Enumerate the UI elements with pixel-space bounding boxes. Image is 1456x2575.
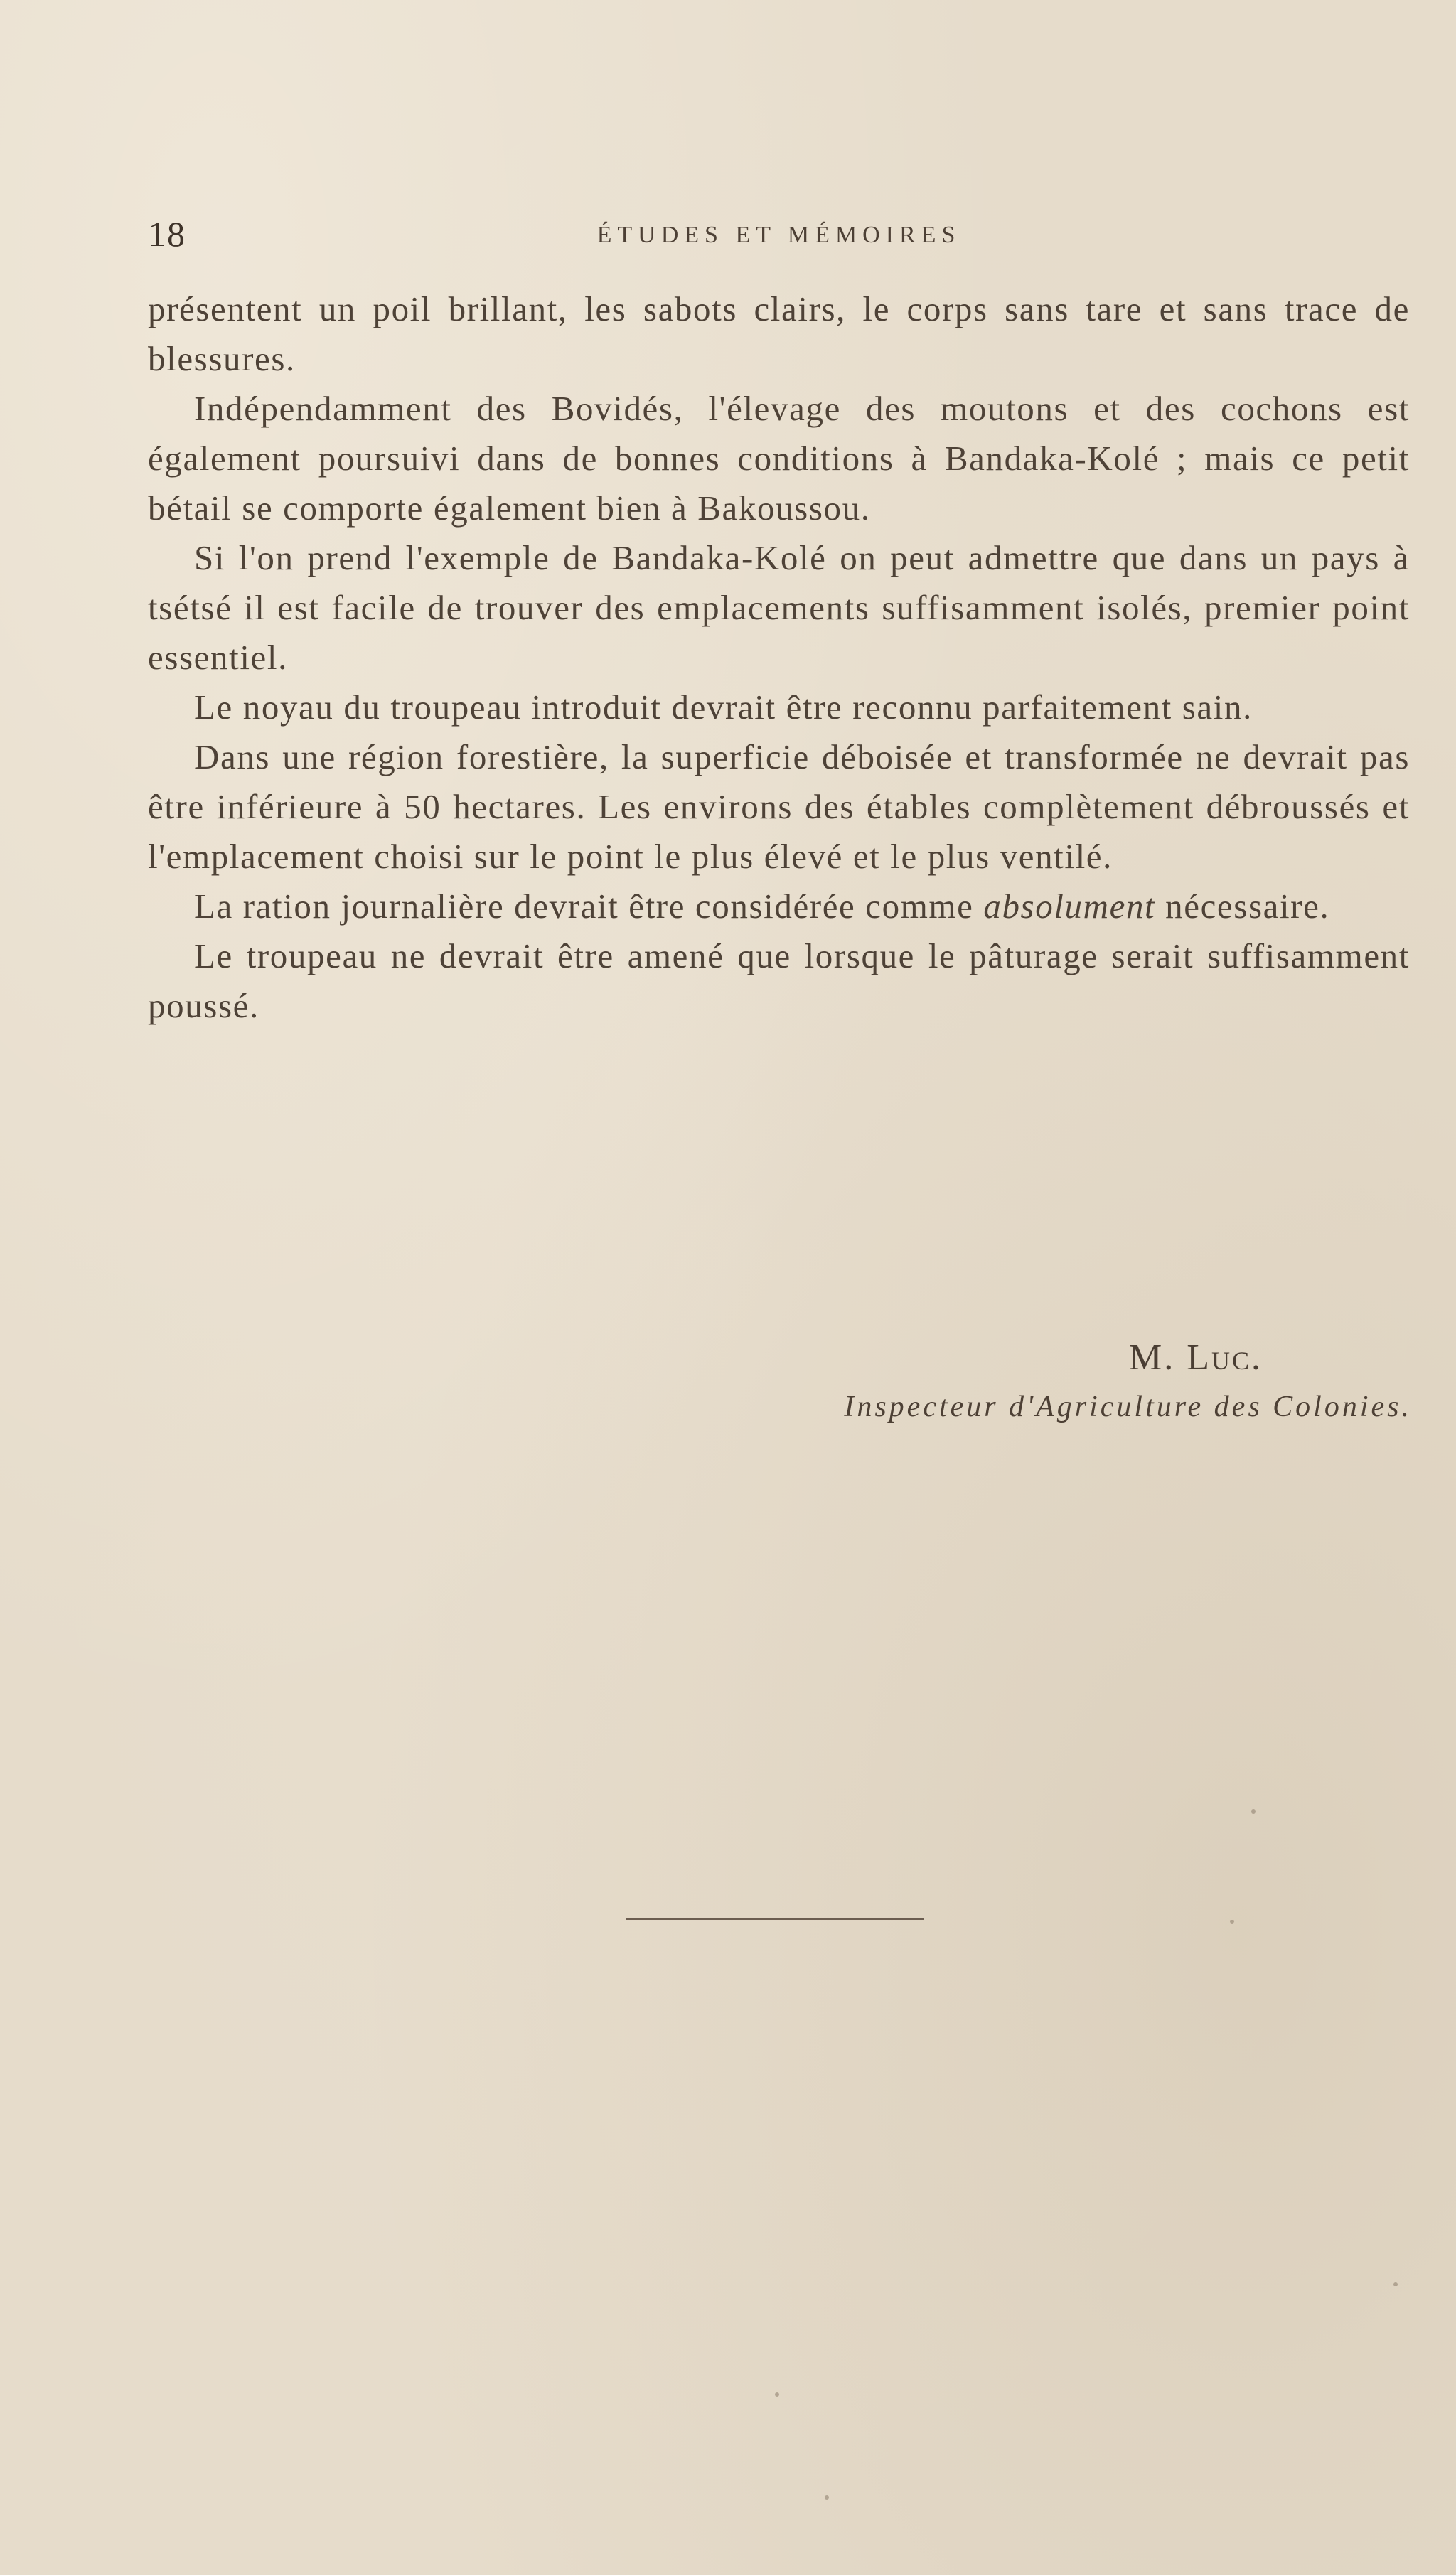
paragraph-isolation: Si l'on prend l'exemple de Bandaka-Kolé on peut admettre que dans un pays à tsétsé il est facile de trouver des emplacements suffisamment isolés, premier point essentiel. (148, 538, 1410, 677)
author-initial: M. (1128, 1337, 1176, 1378)
paper-speck (1251, 1809, 1256, 1814)
paragraph-herd-health: Le noyau du troupeau introduit devrait être reconnu parfaitement sain. (194, 687, 1253, 727)
ration-text-after: nécessaire. (1155, 887, 1330, 926)
paragraph-livestock: Indépendamment des Bovidés, l'élevage des moutons et des cochons est également poursuivi dans de bonnes conditions à Bandaka-Kolé ; mais ce petit bétail se comporte également bien à Bakoussou. (148, 389, 1410, 528)
paper-speck (1393, 2282, 1398, 2286)
author-title: Inspecteur d'Agriculture des Colonies. (844, 1391, 1412, 1423)
ration-emphasis: absolument (983, 887, 1156, 926)
page-header (148, 213, 1410, 256)
page-number: 18 (148, 214, 186, 254)
author-surname: Luc. (1187, 1337, 1263, 1378)
signature-block (844, 1337, 1412, 1424)
paper-speck (775, 2392, 779, 2397)
paper-speck (825, 2495, 829, 2500)
paper-speck (1230, 1920, 1234, 1924)
ration-text-before: La ration journalière devrait être considérée comme (194, 887, 984, 926)
author-name (844, 1337, 1263, 1378)
running-title: ÉTUDES ET MÉMOIRES (596, 222, 961, 248)
end-rule (626, 1918, 924, 1920)
paragraph-clearing: Dans une région forestière, la superficie déboisée et transformée ne devrait pas être inférieure à 50 hectares. Les environs des étables complètement débroussés et l'emplacement choisi sur le point le plus élevé et le plus ventilé. (148, 737, 1410, 876)
paragraph-pasture: Le troupeau ne devrait être amené que lorsque le pâturage serait suffisamment poussé. (148, 936, 1410, 1025)
body-text (148, 284, 1410, 1031)
paragraph-continued: présentent un poil brillant, les sabots clairs, le corps sans tare et sans trace de blessures. (148, 289, 1410, 378)
paragraph-ration (148, 882, 1410, 931)
